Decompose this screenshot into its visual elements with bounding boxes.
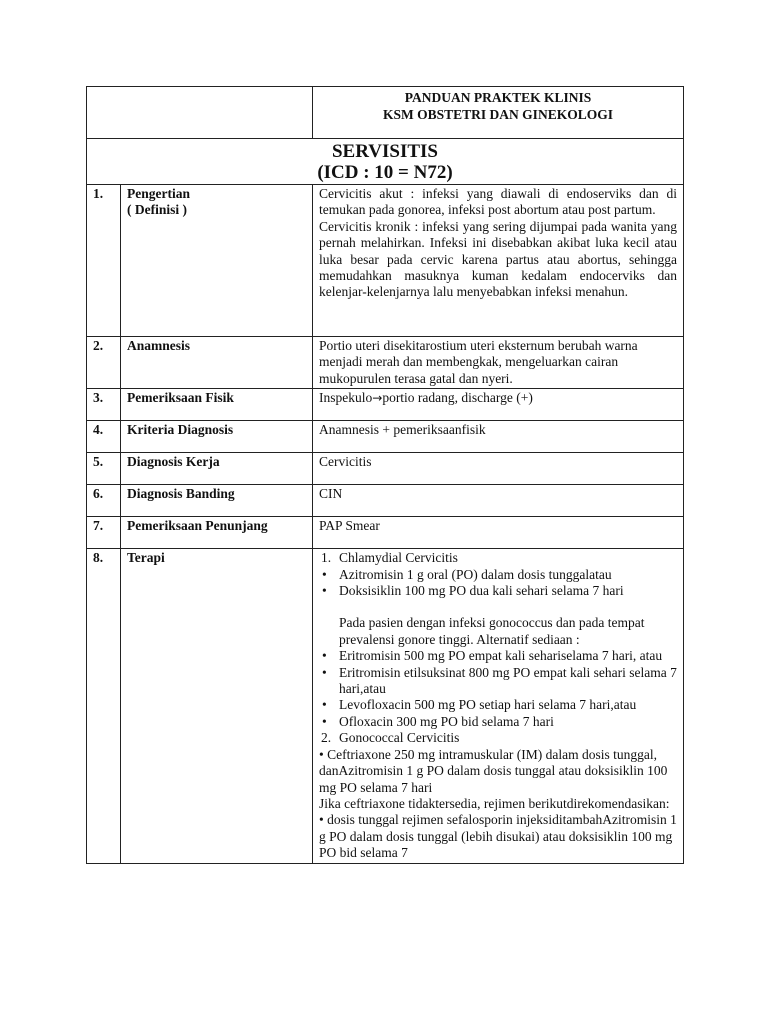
gonococcal-line: • Ceftriaxone 250 mg intramuskular (IM) dalam dosis tunggal, [319, 746, 658, 762]
exam-method: Inspekulo [319, 390, 373, 406]
list-item: • Eritromisin etilsuksinat 800 mg PO empat kali sehari selama 7 hari,atau [319, 665, 677, 698]
row-label: Pemeriksaan Penunjang [121, 517, 313, 549]
row-label: Anamnesis [121, 337, 313, 389]
icd-code: (ICD : 10 = N72) [317, 162, 453, 183]
header-line-2: KSM OBSTETRI DAN GINEKOLOGI [383, 107, 613, 122]
row-number: 6. [87, 485, 121, 517]
row-content: Anamnesis + pemeriksaanfisik [313, 421, 684, 453]
row-content [313, 185, 684, 337]
therapy-heading-chlamydial [319, 550, 677, 566]
row-label: Terapi [121, 549, 313, 863]
list-text: Gonococcal Cervicitis [339, 730, 460, 746]
document-header [313, 87, 684, 139]
row-label: Diagnosis Banding [121, 485, 313, 517]
row-number: 2. [87, 337, 121, 389]
definition-chronic: Cervicitis kronik : infeksi yang sering dijumpai pada wanita yang pernah melahirkan. Infeksi ini disebabkan akibat luka kecil atau luka besar pada cervic karena partus atau abortus, sehingga memudahkan masuknya kuman kedalam endocerviks dan kelenjar-kelenjarnya lalu menyebabkan infeksi menahun. [319, 218, 677, 300]
definition-acute: Cervicitis akut : infeksi yang diawali di endoserviks dan di temukan pada gonorea, infeksi post abortum atau post partum. [319, 186, 677, 218]
chlamydial-regimen-list [319, 567, 677, 600]
header-line-1: PANDUAN PRAKTEK KLINIS [404, 90, 592, 105]
row-label [121, 185, 313, 337]
page-title: SERVISITIS [331, 141, 438, 162]
row-number: 7. [87, 517, 121, 549]
row-number: 3. [87, 389, 121, 421]
therapy-heading-gonococcal [319, 730, 677, 746]
list-number: 1. [321, 550, 332, 566]
header-row [87, 87, 684, 139]
row-number: 1. [87, 185, 121, 337]
list-item: • Eritromisin 500 mg PO empat kali sehariselama 7 hari, atau [319, 648, 677, 664]
row-label: Pemeriksaan Fisik [121, 389, 313, 421]
table-row [87, 389, 684, 421]
row-content: Portio uteri disekitarostium uteri eksternum berubah warna menjadi merah dan membengkak, mengeluarkan cairan mukopurulen terasa gatal dan nyeri. [313, 337, 684, 389]
row-number: 8. [87, 549, 121, 863]
alternative-note: Pada pasien dengan infeksi gonococcus dan pada tempat prevalensi gonore tinggi. Alternatif sediaan : [339, 615, 645, 647]
table-row [87, 485, 684, 517]
list-item: • Azitromisin 1 g oral (PO) dalam dosis tunggalatau [319, 567, 677, 583]
list-number: 2. [321, 730, 332, 746]
row-label-main: Pengertian [127, 186, 190, 201]
table-row [87, 517, 684, 549]
title-cell [87, 139, 684, 185]
table-row [87, 337, 684, 389]
gonococcal-line: Jika ceftriaxone tidaktersedia, rejimen berikutdirekomendasikan: [319, 795, 670, 811]
title-row [87, 139, 684, 185]
list-item: • Levofloxacin 500 mg PO setiap hari selama 7 hari,atau [319, 697, 677, 713]
gonococcal-line: • dosis tunggal rejimen sefalosporin injeksiditambahAzitromisin 1 g PO dalam dosis tunggal (lebih disukai) atau doksisiklin 100 mg PO bid selama 7 [319, 812, 677, 861]
list-item: • Ofloxacin 300 mg PO bid selama 7 hari [319, 714, 677, 730]
clinical-guideline-table [86, 86, 684, 864]
row-number: 4. [87, 421, 121, 453]
list-item: • Doksisiklin 100 mg PO dua kali sehari selama 7 hari [319, 583, 677, 599]
arrow-right-icon: → [372, 391, 383, 406]
therapy-list [319, 550, 677, 566]
exam-finding: portio radang, discharge (+) [382, 390, 533, 406]
row-label: Kriteria Diagnosis [121, 421, 313, 453]
row-content: Cervicitis [313, 453, 684, 485]
logo-cell [87, 87, 313, 139]
row-label: Diagnosis Kerja [121, 453, 313, 485]
row-content: CIN [313, 485, 684, 517]
table-row [87, 549, 684, 863]
row-content [313, 549, 684, 863]
gonococcal-line: danAzitromisin 1 g PO dalam dosis tunggal atau doksisiklin 100 mg PO selama 7 hari [319, 763, 668, 795]
row-label-sub: ( Definisi ) [127, 202, 187, 218]
therapy-list [319, 730, 677, 746]
spacer [319, 599, 677, 615]
row-number: 5. [87, 453, 121, 485]
row-content: PAP Smear [313, 517, 684, 549]
table-row [87, 185, 684, 337]
alternative-regimen-list [319, 648, 677, 730]
row-content [313, 389, 684, 421]
list-text: Chlamydial Cervicitis [339, 550, 458, 566]
table-row [87, 453, 684, 485]
table-row [87, 421, 684, 453]
